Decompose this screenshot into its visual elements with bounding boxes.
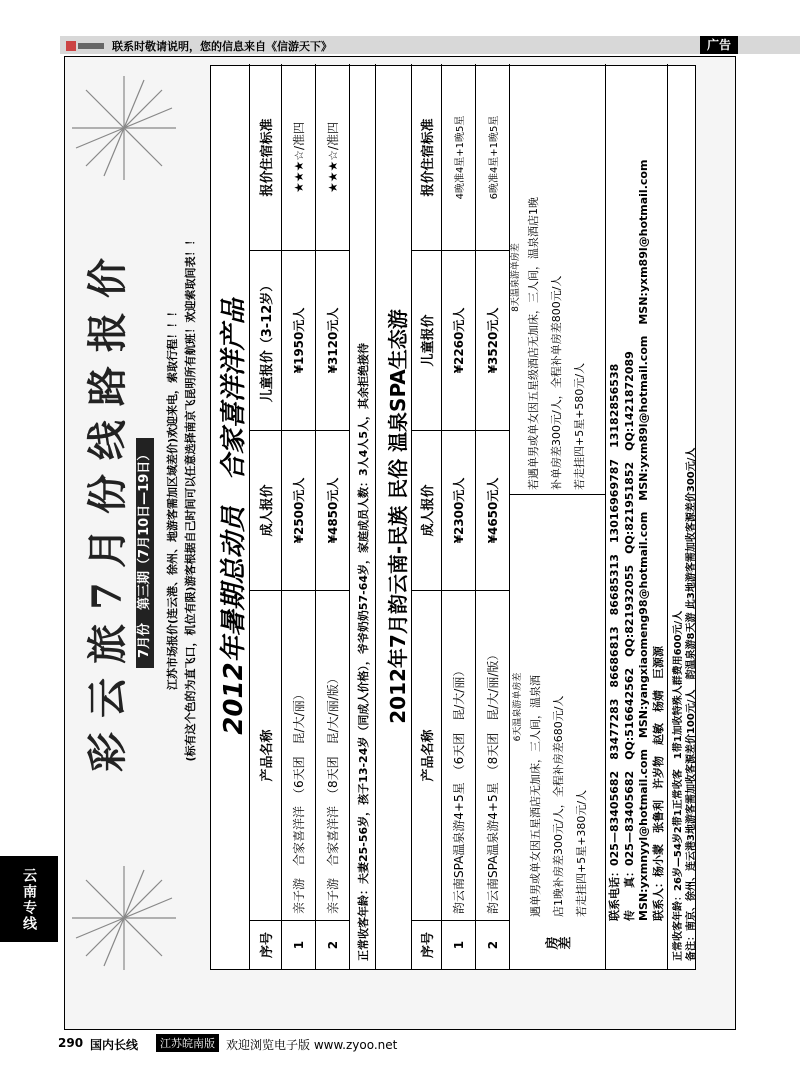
row-child-price: ¥3520元人 <box>476 251 509 431</box>
room-8day-title: 8天温泉游单房差 <box>511 243 521 312</box>
room-8day-line: 补单房差300元/人，全程补单房差800元/人 <box>550 275 563 490</box>
flight-note: (标有这个色的为直飞口，机位有限)游客根据自己时间可以任意选择南京飞昆明所有航班！欢迎索取间表！！ <box>184 234 197 762</box>
contacts-block <box>608 160 666 921</box>
col-child: 儿童报价（3-12岁） <box>250 251 281 431</box>
col-adult: 成人报价 <box>250 431 281 591</box>
section2-title: 2012年7月韵云南-民族 民俗 温泉SPA生态游 <box>386 309 410 724</box>
magazine-logo <box>66 40 106 52</box>
row-child-price: ¥3120元人 <box>316 251 349 431</box>
contact-fax: 传 真：025—83405682 QQ:516642562 QQ:821932055 QQ:821951852 QQ:1421872089 <box>622 351 636 921</box>
col-standard: 报价住宿标准 <box>412 65 441 251</box>
row-product: 韵云南SPA温泉游4+5星 （6天团 昆/大/丽） <box>442 591 475 921</box>
price-table <box>210 65 696 970</box>
remark: 备注：南京、徐州、连云港3地游客需加收客源差价100元/人 韵温泉游8天游 此3地游客需加收客源差价300元/人 <box>686 447 697 961</box>
row-number: 1 <box>451 940 466 950</box>
table-row <box>441 64 475 969</box>
section2-title-row <box>375 64 411 969</box>
row-adult-price: ¥4850元人 <box>316 431 349 591</box>
room-label: 房差 <box>544 937 571 953</box>
col-product: 产品名称 <box>412 591 441 921</box>
row-adult-price: ¥2500元人 <box>282 431 315 591</box>
row-product: 亲子游 合家喜洋洋 （6天团 昆/大/丽） <box>282 591 315 921</box>
page-number: 290 <box>58 1036 84 1050</box>
age-requirement: 正常收客年龄：26岁—54岁2带1正常收客 1带1加收特殊人群费用600元/人 <box>673 610 684 961</box>
rotated-poster <box>64 52 734 998</box>
poster-title: 彩云旅7月份线路报价 <box>84 244 131 772</box>
market-note: 江苏市场报价(连云港、徐州、地游客需加区域差价)欢迎来电，索取行程！！！ <box>166 305 179 691</box>
section2-header-row <box>411 64 441 969</box>
age-note: 正常收客年龄：夫妻25-56岁，孩子13-24岁（同成人价格），爷爷奶奶57-64岁，家庭成员人数：3人4人5人，其余拒绝接待 <box>357 342 370 961</box>
table-row <box>475 64 509 969</box>
row-standard: 4晚准4星+1晚5星 <box>442 65 475 251</box>
room-8day-line: 若走挂四+5星+580元/人 <box>573 362 586 490</box>
row-standard: ★★★☆/准四 <box>316 65 349 251</box>
section1-header-row <box>249 64 281 969</box>
contact-msn: MSN:yxmnyyl@hotmail.com MSN:yangxiaomeng98@hotmail.com MSN:yxm89l@hotmail.com MSN:yxm89l@hotmail.com <box>637 159 650 921</box>
header-tagline: 联系时敬请说明，您的信息来自《信游天下》 <box>112 40 332 53</box>
col-number: 序号 <box>421 932 436 959</box>
col-standard: 报价住宿标准 <box>250 65 281 251</box>
col-child: 儿童报价 <box>412 251 441 431</box>
room-8day <box>510 65 605 495</box>
edition-badge: 江苏皖南版 <box>156 1034 219 1052</box>
room-8day-line: 若遇单男或单女因五星级酒店无加床，三人间，温泉酒店1晚 <box>527 197 540 490</box>
row-product: 亲子游 合家喜洋洋 （8天团 昆/大/丽/版） <box>316 591 349 921</box>
room-6day-line: 遇单男或单女因五星酒店无加床，三人间，温泉酒 <box>529 675 542 917</box>
row-child-price: ¥1950元人 <box>282 251 315 431</box>
section1-title: 2012年暑期总动员 合家喜洋洋产品 <box>219 298 249 735</box>
firework-left-icon <box>64 858 184 978</box>
table-row <box>281 64 315 969</box>
row-number: 1 <box>291 940 306 950</box>
contact-people: 联系人：杨小蒙 张鲁利 许岁物 赵敏 杨婧 巨源源 <box>651 646 665 921</box>
ad-label: 广告 <box>700 36 738 54</box>
contacts-row <box>605 64 667 969</box>
row-number: 2 <box>485 940 500 950</box>
row-standard: 6晚准4星+1晚5星 <box>476 65 509 251</box>
row-child-price: ¥2260元人 <box>442 251 475 431</box>
room-6day-line: 若走挂四+5星+380元/人 <box>575 789 588 917</box>
table-row <box>315 64 349 969</box>
section-name: 国内长线 <box>90 1038 139 1052</box>
row-number: 2 <box>325 940 340 950</box>
age-note-row <box>349 64 375 969</box>
row-standard: ★★★☆/准四 <box>282 65 315 251</box>
row-adult-price: ¥4650元人 <box>476 431 509 591</box>
side-tab-label: 云南专线 <box>21 868 37 932</box>
contact-phone: 联系电话：025—83405682 83477283 86686813 86685313 13016969787 13182856538 <box>608 363 621 921</box>
row-product: 韵云南SPA温泉游4+5星 （8天团 昆/大/丽/版） <box>476 591 509 921</box>
row-adult-price: ¥2300元人 <box>442 431 475 591</box>
period-bar: 7月份 第三期（7月10日—19日） <box>136 438 154 668</box>
col-adult: 成人报价 <box>412 431 441 591</box>
room-6day-title: 6天温泉游单房差 <box>513 672 523 742</box>
room-6day-line: 店1晚补房差300元/人，全程补房差680元/人 <box>552 695 565 917</box>
room-surcharge-row <box>509 64 605 969</box>
col-product: 产品名称 <box>250 591 281 921</box>
website-link[interactable]: 欢迎浏览电子版 www.zyoo.net <box>226 1038 398 1052</box>
remarks-row <box>667 64 696 969</box>
col-number: 序号 <box>260 932 275 959</box>
room-6day <box>512 497 593 917</box>
